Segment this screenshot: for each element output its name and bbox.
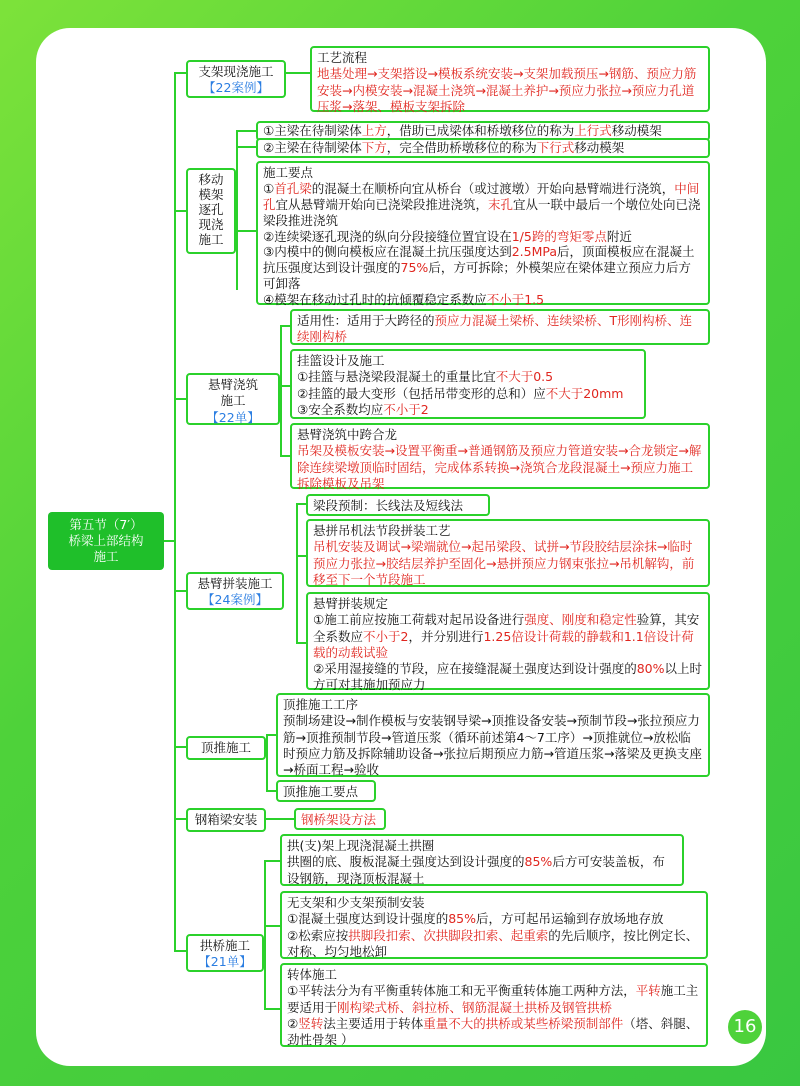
box-title: 挂篮设计及施工	[297, 353, 385, 368]
cat-incremental-launch	[186, 736, 266, 760]
process-steps: 吊架及模板安装→设置平衡重→普通钢筋及预应力管道安装→合龙锁定→解除连续梁墩顶临时固结，完成体系转换→浇筑合龙段混凝土→预应力施工拆除模板及吊架	[297, 443, 702, 491]
text: ③内模中的侧向模板应在混凝土抗压强度达到	[263, 244, 512, 260]
highlight: 下方	[361, 140, 387, 155]
connector	[174, 950, 186, 952]
connector	[296, 503, 298, 643]
box-title: 悬臂拼装规定	[313, 596, 389, 611]
process-steps: 预制场建设→制作模板与安装钢导梁→顶推设备安装→预制节段→张拉预应力筋→顶推预制节段→管道压浆（循环前述第4～7工序）→顶推就位→放松临时预应力筋及拆除辅助设备→张拉后期预应力筋→管道压浆→落梁及更换支座→桥面工程→验收	[283, 713, 702, 777]
point-1	[313, 612, 703, 661]
text: ②采用湿接缝的节段，应在接缝混凝土强度达到设计强度的	[313, 661, 637, 676]
highlight: 不大于20mm	[545, 385, 624, 401]
cat-label: 现浇	[198, 217, 224, 232]
point-1	[263, 181, 703, 229]
cat-label: 模架	[198, 187, 224, 202]
highlight: 上行式	[574, 123, 612, 138]
text: 的混凝土在顺桥向宜从桥台（或过渡墩）开始向悬臂端进行浇筑，	[311, 180, 675, 196]
connector	[280, 455, 290, 457]
box-assembly-rules	[306, 592, 710, 693]
box-segment-prefab	[306, 494, 490, 516]
connector	[264, 925, 280, 927]
cat-arch-bridge	[186, 934, 264, 972]
text: ，完全借助桥墩移位的称为	[386, 140, 537, 155]
text: 宜从一联中最后一个墩位处向已浇梁段推进浇筑	[263, 196, 701, 228]
connector	[264, 860, 280, 862]
text: ①混凝土强度达到设计强度的	[287, 911, 449, 927]
connector	[296, 503, 306, 505]
box-launch-points	[276, 780, 376, 802]
connector	[236, 146, 256, 148]
connector	[174, 746, 186, 748]
box-crane-assembly	[306, 519, 710, 587]
highlight: 末孔	[488, 196, 514, 212]
box-title: 拱(支)架上现浇混凝土拱圈	[287, 838, 435, 853]
text: 拱圈的底、腹板混凝土强度达到设计强度的	[287, 854, 525, 870]
text: 后，方可起吊运输到存放场地存放	[476, 911, 664, 927]
point-1	[287, 983, 701, 1016]
text: 施工主要适用于	[287, 983, 699, 1015]
point-2	[287, 1016, 701, 1049]
connector	[266, 790, 276, 792]
point-3	[297, 402, 639, 418]
cat-label: 悬臂浇筑	[207, 377, 258, 392]
point-2	[287, 928, 701, 961]
text: 的先后顺序，按比例定长、对称、均匀地松卸	[287, 927, 699, 959]
highlight: 中间孔	[263, 180, 700, 212]
text: ②连续梁逐孔现浇的纵向分段接缝位置宜设在	[263, 228, 512, 244]
box-applicability	[290, 309, 710, 345]
connector	[266, 818, 294, 820]
box-title: 顶推施工工序	[283, 697, 359, 712]
cat-label: 顶推施工	[200, 740, 251, 755]
connector	[264, 860, 266, 1010]
highlight: 强度、刚度和稳定性	[524, 612, 637, 628]
cat-cantilever-cast	[186, 373, 280, 425]
connector	[264, 1008, 280, 1010]
box-process-flow	[310, 46, 710, 112]
cat-tag: 【21单】	[198, 954, 252, 970]
text: ②主梁在待制梁体	[263, 140, 362, 155]
box-arch-prefab	[280, 891, 708, 959]
point-3	[263, 244, 703, 292]
highlight: 2.5MPa	[511, 244, 558, 260]
box-title: 无支架和少支架预制安装	[287, 895, 425, 910]
cat-support-cast	[186, 60, 286, 98]
highlight: 85%	[448, 911, 477, 927]
highlight: 不小于2	[383, 401, 429, 417]
cat-label: 移动	[198, 172, 224, 187]
text: ①平转法分为有平衡重转体施工和无平衡重转体施工两种方法，	[287, 983, 636, 999]
highlight: 不小于2	[363, 628, 409, 644]
text: 以上时方可对其施加预应力	[313, 661, 703, 693]
box-midspan-closure	[290, 423, 710, 489]
cat-label: 施工	[220, 393, 246, 409]
point-2	[313, 661, 703, 694]
box-title: 施工要点	[263, 165, 314, 180]
connector	[266, 734, 276, 736]
connector	[280, 325, 282, 455]
highlight: 拱脚段扣索、次拱脚段扣索、起重索	[348, 927, 549, 943]
connector	[280, 325, 290, 327]
text: 验算，其安全系数应	[313, 612, 700, 644]
text: （塔、斜腿、劲性骨架 ）	[287, 1015, 699, 1047]
highlight: 1.25倍设计荷载的静载和1.1倍设计荷载的动载试验	[313, 628, 694, 660]
highlight: 1/5跨的弯矩零点	[511, 228, 607, 244]
box-launch-procedure	[276, 693, 710, 777]
highlight: 重量不大的拱桥或某些桥梁预制部件	[423, 1015, 624, 1031]
text: ①	[263, 180, 275, 196]
highlight: 刚构梁式桥、斜拉桥、钢筋混凝土拱桥及钢管拱桥	[337, 999, 613, 1015]
connector	[296, 642, 306, 644]
point-1	[297, 369, 639, 385]
root-line: 第五节（7′）	[69, 516, 143, 532]
highlight: 首孔梁	[274, 180, 312, 196]
connector	[174, 590, 186, 592]
text: 顶推施工要点	[283, 784, 359, 799]
highlight: 80%	[636, 661, 665, 676]
highlight: 75%	[400, 260, 429, 276]
root-node-section5	[48, 512, 164, 570]
connector	[280, 385, 290, 387]
box-title: 工艺流程	[317, 50, 368, 65]
cat-cantilever-assembly	[186, 572, 284, 610]
highlight: 预应力混凝土梁桥、连续梁桥、T形刚构桥、连续刚构桥	[297, 313, 693, 345]
text: ①挂篮与悬浇梁段混凝土的重量比宜	[297, 369, 496, 385]
process-steps: 吊机安装及调试→梁端就位→起吊梁段、试拼→节段胶结层涂抹→临时预应力张拉→胶结层养护至固化→悬拼预应力钢束张拉→吊机解钩，前移至下一个节段施工	[313, 539, 695, 587]
cat-label: 悬臂拼装施工	[197, 576, 273, 591]
connector	[174, 398, 186, 400]
connector	[236, 130, 238, 290]
text: ④模架在移动过孔时的抗倾覆稳定系数应	[263, 292, 487, 307]
text: 附近	[606, 228, 632, 244]
cat-tag: 【24案例】	[202, 592, 268, 608]
text: ，借助已成梁体和桥墩移位的称为	[386, 123, 575, 138]
root-line: 施工	[93, 549, 119, 565]
text: ①施工前应按施工荷载对起吊设备进行	[313, 612, 525, 628]
box-title: 悬拼吊机法节段拼装工艺	[313, 523, 451, 538]
point-2	[297, 386, 639, 402]
connector	[296, 555, 306, 557]
box-steel-erection	[294, 808, 386, 830]
cat-tag: 【22案例】	[203, 80, 269, 96]
connector	[266, 734, 268, 792]
text: 后方可安装盖板，布设钢筋，现浇顶板混凝土	[287, 854, 665, 886]
text: 移动模架	[611, 123, 662, 138]
box-title: 转体施工	[287, 967, 338, 982]
connector	[285, 72, 311, 74]
text: ②挂篮的最大变形（包括吊带变形的总和）应	[297, 385, 546, 401]
text: 后，方可拆除；外模架应在梁体建立预应力后方可卸落	[263, 260, 691, 292]
text: 法主要适用于转体	[323, 1015, 424, 1031]
cat-movable-formwork	[186, 168, 236, 254]
highlight: 平转	[635, 983, 661, 999]
text: 梁段预制：长线法及短线法	[313, 498, 464, 513]
box-construction-points	[256, 161, 710, 305]
connector	[174, 210, 186, 212]
root-line: 桥梁上部结构	[68, 532, 144, 548]
cat-label: 支架现浇施工	[198, 64, 274, 79]
highlight: 上方	[361, 123, 387, 138]
cat-tag: 【22单】	[206, 409, 260, 425]
cat-label: 钢箱梁安装	[194, 812, 258, 827]
point-2	[263, 229, 703, 245]
point-1	[287, 911, 701, 927]
text: 移动模架	[574, 140, 625, 155]
connector	[236, 230, 256, 232]
page-number: 16	[728, 1010, 762, 1044]
text: 宜从悬臂端开始向已浇梁段推进浇筑，	[275, 196, 489, 212]
text: 后，顶面模板应在混凝土抗压强度达到设计强度的	[263, 244, 695, 276]
text: ③安全系数均应	[297, 401, 384, 417]
highlight: 不小于1.5	[486, 292, 545, 307]
text: ①主梁在待制梁体	[263, 123, 362, 138]
point-4	[263, 292, 703, 308]
connector	[174, 818, 186, 820]
text: 适用性：适用于大跨径的	[297, 313, 435, 328]
cat-label: 逐孔	[198, 202, 224, 217]
text: ②	[287, 1015, 299, 1031]
box-cradle-design	[290, 349, 646, 419]
cat-steel-box-girder	[186, 808, 266, 832]
connector	[174, 72, 186, 74]
process-steps: 地基处理→支架搭设→模板系统安装→支架加载预压→钢筋、预应力筋安装→内模安装→混凝土浇筑→混凝土养护→预应力张拉→预应力孔道压浆→落架、模板支架拆除	[317, 66, 697, 114]
box-arch-cast	[280, 834, 684, 886]
highlight: 不大于0.5	[495, 369, 554, 385]
highlight: 下行式	[536, 140, 575, 155]
highlight: 钢桥架设方法	[301, 812, 377, 827]
text: ②松索应按	[287, 927, 349, 943]
point-1	[287, 854, 677, 887]
text: ，并分别进行	[408, 628, 484, 644]
box-lower-formwork	[256, 138, 710, 158]
box-swivel-construction	[280, 963, 708, 1047]
box-title: 悬臂浇筑中跨合龙	[297, 427, 398, 442]
cat-label: 拱桥施工	[199, 938, 250, 953]
highlight: 85%	[524, 854, 553, 870]
cat-label: 施工	[198, 232, 224, 247]
connector	[164, 540, 174, 542]
connector	[236, 130, 256, 132]
highlight: 竖转	[298, 1015, 324, 1031]
